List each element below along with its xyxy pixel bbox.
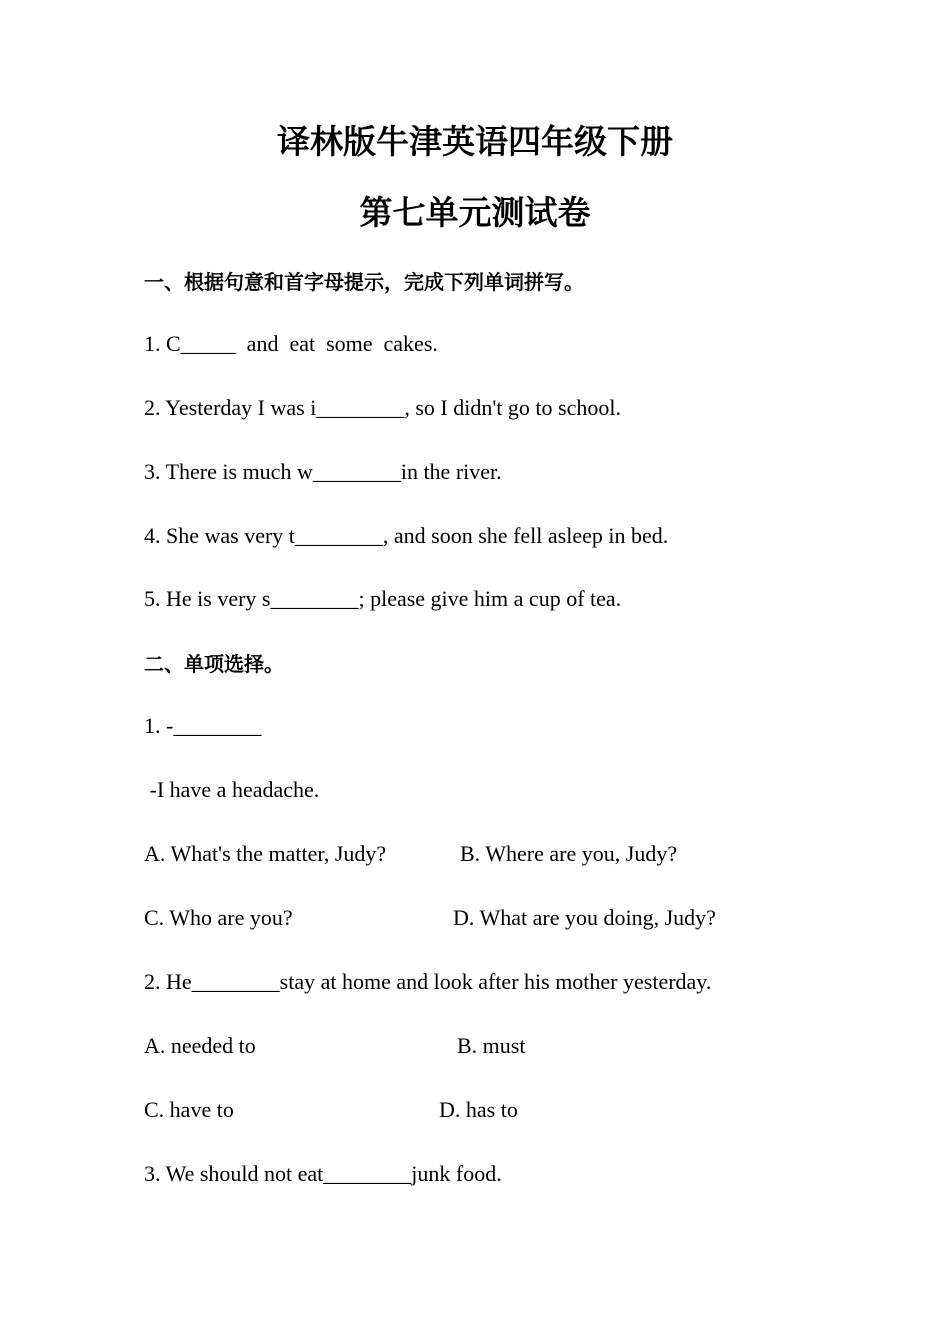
question-2-option-a: A. needed to [144,1033,256,1058]
question-2-option-d: D. has to [439,1097,518,1122]
question-1-option-b: B. Where are you, Judy? [460,841,678,866]
section-1-heading: 一、根据句意和首字母提示，完成下列单词拼写。 [144,270,584,294]
question-2-stem: 2. He________stay at home and look after his mother yesterday. [144,969,712,994]
question-3-stem: 3. We should not eat________junk food. [144,1161,502,1186]
question-1-answer-line: -I have a headache. [144,777,320,802]
page-subtitle: 第七单元测试卷 [359,193,591,232]
question-1-option-d: D. What are you doing, Judy? [453,905,716,930]
spelling-item-2: 2. Yesterday I was i________, so I didn't go to school. [144,395,621,420]
question-2-option-b: B. must [457,1033,526,1058]
spelling-item-3: 3. There is much w________in the river. [144,459,502,484]
question-1-stem: 1. -________ [144,713,262,738]
question-1-option-c: C. Who are you? [144,905,293,930]
question-1-option-a: A. What's the matter, Judy? [144,841,387,866]
page-title: 译林版牛津英语四年级下册 [277,122,673,161]
question-2-option-c: C. have to [144,1097,234,1122]
spelling-item-4: 4. She was very t________, and soon she fell asleep in bed. [144,523,669,548]
spelling-item-1: 1. C_____ and eat some cakes. [144,331,438,356]
spelling-item-5: 5. He is very s________; please give him a cup of tea. [144,586,622,611]
section-2-heading: 二、单项选择。 [144,652,284,676]
